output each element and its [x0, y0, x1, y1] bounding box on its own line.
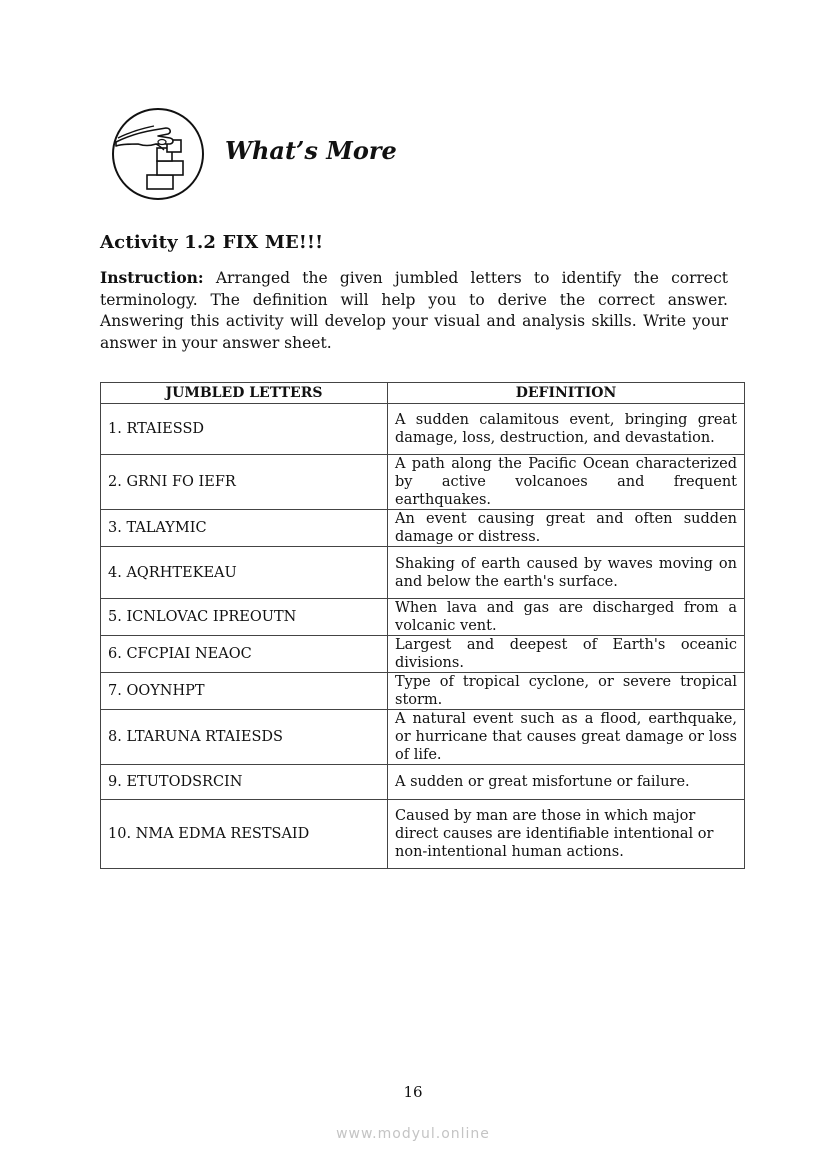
table-row — [101, 599, 745, 636]
jumbled-word: 6. CFCPIAI NEAOC — [101, 636, 388, 673]
instruction-text: Arranged the given jumbled letters to identify the correct terminology. The definition will help you to derive the correct answer. Answering this activity will develop your visual and analysis skills. Write your answer in your answer sheet. — [100, 269, 728, 352]
table-row — [101, 510, 745, 547]
table-row — [101, 800, 745, 869]
definition: Largest and deepest of Earth's oceanic divisions. — [388, 636, 745, 673]
jumbled-word: 8. LTARUNA RTAIESDS — [101, 710, 388, 765]
definition: A path along the Pacific Ocean characterized by active volcanoes and frequent earthquakes. — [388, 455, 745, 510]
definition: Shaking of earth caused by waves moving on and below the earth's surface. — [388, 547, 745, 599]
jumbled-word: 2. GRNI FO IEFR — [101, 455, 388, 510]
definition: An event causing great and often sudden damage or distress. — [388, 510, 745, 547]
hand-stacking-blocks-icon — [110, 106, 206, 202]
column-header-definition: DEFINITION — [388, 383, 745, 404]
instruction-label: Instruction: — [100, 268, 204, 287]
jumbled-word: 9. ETUTODSRCIN — [101, 765, 388, 800]
table-row — [101, 765, 745, 800]
activity-title: Activity 1.2 FIX ME!!! — [100, 232, 324, 253]
jumbled-word: 1. RTAIESSD — [101, 404, 388, 455]
definition: A natural event such as a flood, earthquake, or hurricane that causes great damage or loss of life. — [388, 710, 745, 765]
jumbled-letters-table — [100, 382, 745, 869]
table-header-row — [101, 383, 745, 404]
column-header-jumbled-letters: JUMBLED LETTERS — [101, 383, 388, 404]
table-row — [101, 636, 745, 673]
table-row — [101, 455, 745, 510]
section-header — [110, 106, 510, 202]
watermark: www.modyul.online — [336, 1126, 490, 1142]
jumbled-word: 7. OOYNHPT — [101, 673, 388, 710]
table-row — [101, 547, 745, 599]
table-row — [101, 710, 745, 765]
jumbled-word: 3. TALAYMIC — [101, 510, 388, 547]
definition: A sudden calamitous event, bringing great damage, loss, destruction, and devastation. — [388, 404, 745, 455]
definition: When lava and gas are discharged from a volcanic vent. — [388, 599, 745, 636]
instruction-paragraph — [100, 267, 728, 354]
definition: A sudden or great misfortune or failure. — [388, 765, 745, 800]
jumbled-word: 4. AQRHTEKEAU — [101, 547, 388, 599]
table-row — [101, 404, 745, 455]
definition: Caused by man are those in which major direct causes are identifiable intentional or non-intentional human actions. — [388, 800, 745, 869]
jumbled-word: 5. ICNLOVAC IPREOUTN — [101, 599, 388, 636]
definition: Type of tropical cyclone, or severe tropical storm. — [388, 673, 745, 710]
jumbled-word: 10. NMA EDMA RESTSAID — [101, 800, 388, 869]
section-title: What’s More — [225, 136, 397, 165]
table-row — [101, 673, 745, 710]
page-number: 16 — [403, 1083, 423, 1101]
